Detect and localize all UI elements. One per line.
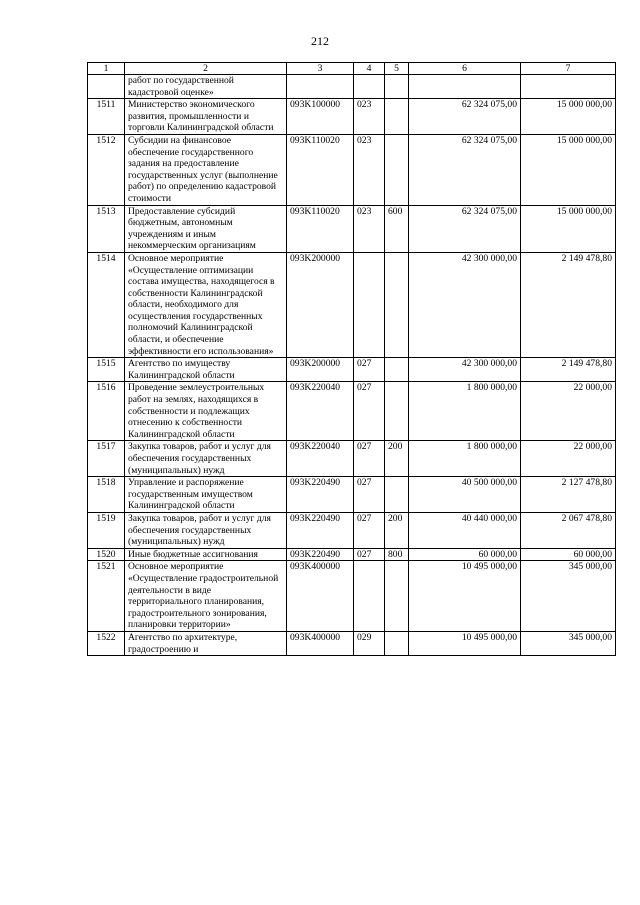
row-name: Предоставление субсидий бюджетным, автономным учреждениям и иным некоммерческим организациям [125, 205, 287, 252]
table-row [88, 75, 616, 99]
row-number: 1515 [88, 358, 125, 382]
table-row [88, 358, 616, 382]
row-code: 093K100000 [287, 99, 354, 135]
row-name: Закупка товаров, работ и услуг для обеспечения государственных (муниципальных) нужд [125, 512, 287, 548]
row-col5 [385, 99, 409, 135]
table-row [88, 134, 616, 205]
table-row [88, 252, 616, 357]
row-name: Основное мероприятие «Осуществление оптимизации состава имущества, находящегося в собственности Калининградской области, необходимого для осуществления государственных полномочий Калининградской области, и обеспечение эффективности его использования» [125, 252, 287, 357]
row-col4: 027 [354, 382, 385, 441]
row-number: 1517 [88, 441, 125, 477]
row-code: 093K200000 [287, 252, 354, 357]
row-name: работ по государственной кадастровой оценке» [125, 75, 287, 99]
row-amount-6 [409, 75, 521, 99]
row-amount-7: 22 000,00 [521, 382, 616, 441]
row-col5: 800 [385, 548, 409, 561]
row-amount-7: 2 149 478,80 [521, 358, 616, 382]
row-amount-7: 60 000,00 [521, 548, 616, 561]
row-amount-6: 42 300 000,00 [409, 358, 521, 382]
row-col4: 029 [354, 631, 385, 655]
row-name: Закупка товаров, работ и услуг для обеспечения государственных (муниципальных) нужд [125, 441, 287, 477]
header-col-3: 3 [287, 63, 354, 75]
row-amount-6: 62 324 075,00 [409, 205, 521, 252]
row-code: 093K110020 [287, 134, 354, 205]
header-col-4: 4 [354, 63, 385, 75]
row-col5: 600 [385, 205, 409, 252]
table-row [88, 441, 616, 477]
row-col4: 023 [354, 205, 385, 252]
row-col4: 027 [354, 358, 385, 382]
row-col5 [385, 631, 409, 655]
row-amount-7: 345 000,00 [521, 631, 616, 655]
row-col4 [354, 75, 385, 99]
row-code: 093K220490 [287, 548, 354, 561]
row-amount-6: 40 440 000,00 [409, 512, 521, 548]
header-col-1: 1 [88, 63, 125, 75]
header-col-5: 5 [385, 63, 409, 75]
row-code: 093K200000 [287, 358, 354, 382]
row-code: 093K220040 [287, 441, 354, 477]
row-col4: 027 [354, 512, 385, 548]
row-col5 [385, 358, 409, 382]
row-number: 1520 [88, 548, 125, 561]
row-amount-6: 62 324 075,00 [409, 99, 521, 135]
table-row [88, 477, 616, 513]
row-name: Основное мероприятие «Осуществление градостроительной деятельности в виде территориального планирования, градостроительного зонирования, планировки территории» [125, 561, 287, 632]
table-row [88, 99, 616, 135]
row-amount-7: 22 000,00 [521, 441, 616, 477]
row-col5 [385, 477, 409, 513]
row-col4: 023 [354, 134, 385, 205]
row-amount-6: 62 324 075,00 [409, 134, 521, 205]
row-col5 [385, 252, 409, 357]
row-col4 [354, 561, 385, 632]
page-number: 212 [311, 34, 329, 48]
row-name: Министерство экономического развития, промышленности и торговли Калининградской области [125, 99, 287, 135]
row-name: Иные бюджетные ассигнования [125, 548, 287, 561]
row-code: 093K400000 [287, 561, 354, 632]
row-code: 093K220490 [287, 512, 354, 548]
row-col5 [385, 382, 409, 441]
row-number: 1514 [88, 252, 125, 357]
row-code: 093K220040 [287, 382, 354, 441]
row-amount-7: 15 000 000,00 [521, 205, 616, 252]
row-amount-6: 1 800 000,00 [409, 441, 521, 477]
row-name: Агентство по архитектуре, градостроению и [125, 631, 287, 655]
row-col4 [354, 252, 385, 357]
row-number [88, 75, 125, 99]
row-col5: 200 [385, 441, 409, 477]
table-row [88, 382, 616, 441]
header-col-7: 7 [521, 63, 616, 75]
row-amount-6: 10 495 000,00 [409, 631, 521, 655]
row-amount-6: 42 300 000,00 [409, 252, 521, 357]
row-number: 1522 [88, 631, 125, 655]
row-col4: 027 [354, 548, 385, 561]
row-code: 093K220490 [287, 477, 354, 513]
row-col4: 027 [354, 441, 385, 477]
table-row [88, 631, 616, 655]
header-row [88, 63, 616, 75]
row-number: 1519 [88, 512, 125, 548]
row-amount-7: 15 000 000,00 [521, 99, 616, 135]
row-number: 1521 [88, 561, 125, 632]
row-number: 1511 [88, 99, 125, 135]
row-code [287, 75, 354, 99]
row-amount-6: 40 500 000,00 [409, 477, 521, 513]
row-col4: 027 [354, 477, 385, 513]
row-amount-7: 2 067 478,80 [521, 512, 616, 548]
row-amount-6: 10 495 000,00 [409, 561, 521, 632]
table-row [88, 561, 616, 632]
row-number: 1512 [88, 134, 125, 205]
table-row [88, 548, 616, 561]
row-name: Субсидии на финансовое обеспечение государственного задания на предоставление государственных услуг (выполнение работ) по определению кадастровой стоимости [125, 134, 287, 205]
row-amount-7: 2 149 478,80 [521, 252, 616, 357]
row-amount-7: 15 000 000,00 [521, 134, 616, 205]
row-number: 1516 [88, 382, 125, 441]
row-amount-7 [521, 75, 616, 99]
row-name: Агентство по имуществу Калининградской области [125, 358, 287, 382]
row-name: Управление и распоряжение государственным имуществом Калининградской области [125, 477, 287, 513]
header-col-2: 2 [125, 63, 287, 75]
budget-table [87, 62, 616, 656]
header-col-6: 6 [409, 63, 521, 75]
row-amount-7: 2 127 478,80 [521, 477, 616, 513]
row-col5 [385, 134, 409, 205]
row-number: 1518 [88, 477, 125, 513]
row-col5 [385, 561, 409, 632]
row-col5: 200 [385, 512, 409, 548]
table-row [88, 512, 616, 548]
table-row [88, 205, 616, 252]
row-code: 093K110020 [287, 205, 354, 252]
row-amount-7: 345 000,00 [521, 561, 616, 632]
row-name: Проведение землеустроительных работ на землях, находящихся в собственности и подлежащих отнесению к собственности Калининградской области [125, 382, 287, 441]
row-amount-6: 60 000,00 [409, 548, 521, 561]
row-col4: 023 [354, 99, 385, 135]
row-amount-6: 1 800 000,00 [409, 382, 521, 441]
row-col5 [385, 75, 409, 99]
row-code: 093K400000 [287, 631, 354, 655]
row-number: 1513 [88, 205, 125, 252]
